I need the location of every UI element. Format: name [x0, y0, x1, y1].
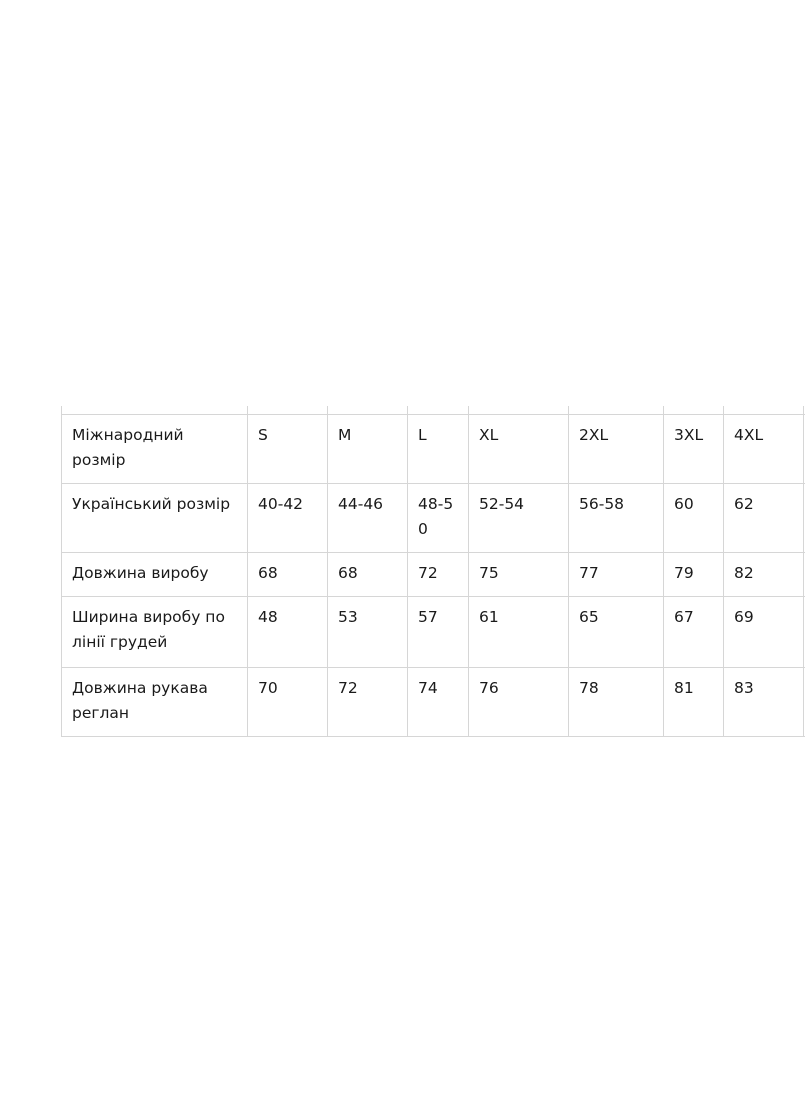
row-label: Довжина рукава реглан [62, 668, 248, 737]
table-cell: 67 [664, 597, 724, 668]
size-table [61, 406, 805, 737]
table-cell: 70 [248, 668, 328, 737]
table-cell: 57 [408, 597, 469, 668]
table-cell: 68 [328, 553, 408, 597]
table-cell: 76 [469, 668, 569, 737]
table-cell: 79 [664, 553, 724, 597]
table-cell: 82 [724, 553, 804, 597]
table-cell: 60 [664, 484, 724, 553]
table-row-sleeve-length [62, 668, 805, 737]
table-cell: 72 [328, 668, 408, 737]
table-cell: 81 [664, 668, 724, 737]
table-cell: 83 [724, 668, 804, 737]
table-cell: 44-46 [328, 484, 408, 553]
table-cell: 4XL [724, 415, 804, 484]
row-label: Довжина виробу [62, 553, 248, 597]
table-cell: 69 [724, 597, 804, 668]
table-cell: 53 [328, 597, 408, 668]
table-cell: 74 [408, 668, 469, 737]
table-cell: 65 [569, 597, 664, 668]
table-cell: L [408, 415, 469, 484]
table-cell: 2XL [569, 415, 664, 484]
row-label: Міжнародний розмір [62, 415, 248, 484]
table-cell: 40-42 [248, 484, 328, 553]
table-cell: S [248, 415, 328, 484]
table-cell: 77 [569, 553, 664, 597]
table-cell: 48 [248, 597, 328, 668]
table-cell: 72 [408, 553, 469, 597]
table-cell: XL [469, 415, 569, 484]
table-cell: 78 [569, 668, 664, 737]
table-cell: 48-50 [408, 484, 469, 553]
table-cell: 3XL [664, 415, 724, 484]
table-cell: 52-54 [469, 484, 569, 553]
table-row-chest-width [62, 597, 805, 668]
table-row-length [62, 553, 805, 597]
table-cell: 61 [469, 597, 569, 668]
row-label: Ширина виробу по лінії грудей [62, 597, 248, 668]
size-table-container [61, 406, 805, 737]
table-cell: 75 [469, 553, 569, 597]
row-label: Український розмір [62, 484, 248, 553]
table-row-ukrainian-size [62, 484, 805, 553]
table-top-edge [62, 406, 805, 415]
table-row-international-size [62, 415, 805, 484]
table-cell: 56-58 [569, 484, 664, 553]
table-cell: M [328, 415, 408, 484]
table-cell: 62 [724, 484, 804, 553]
table-cell: 68 [248, 553, 328, 597]
